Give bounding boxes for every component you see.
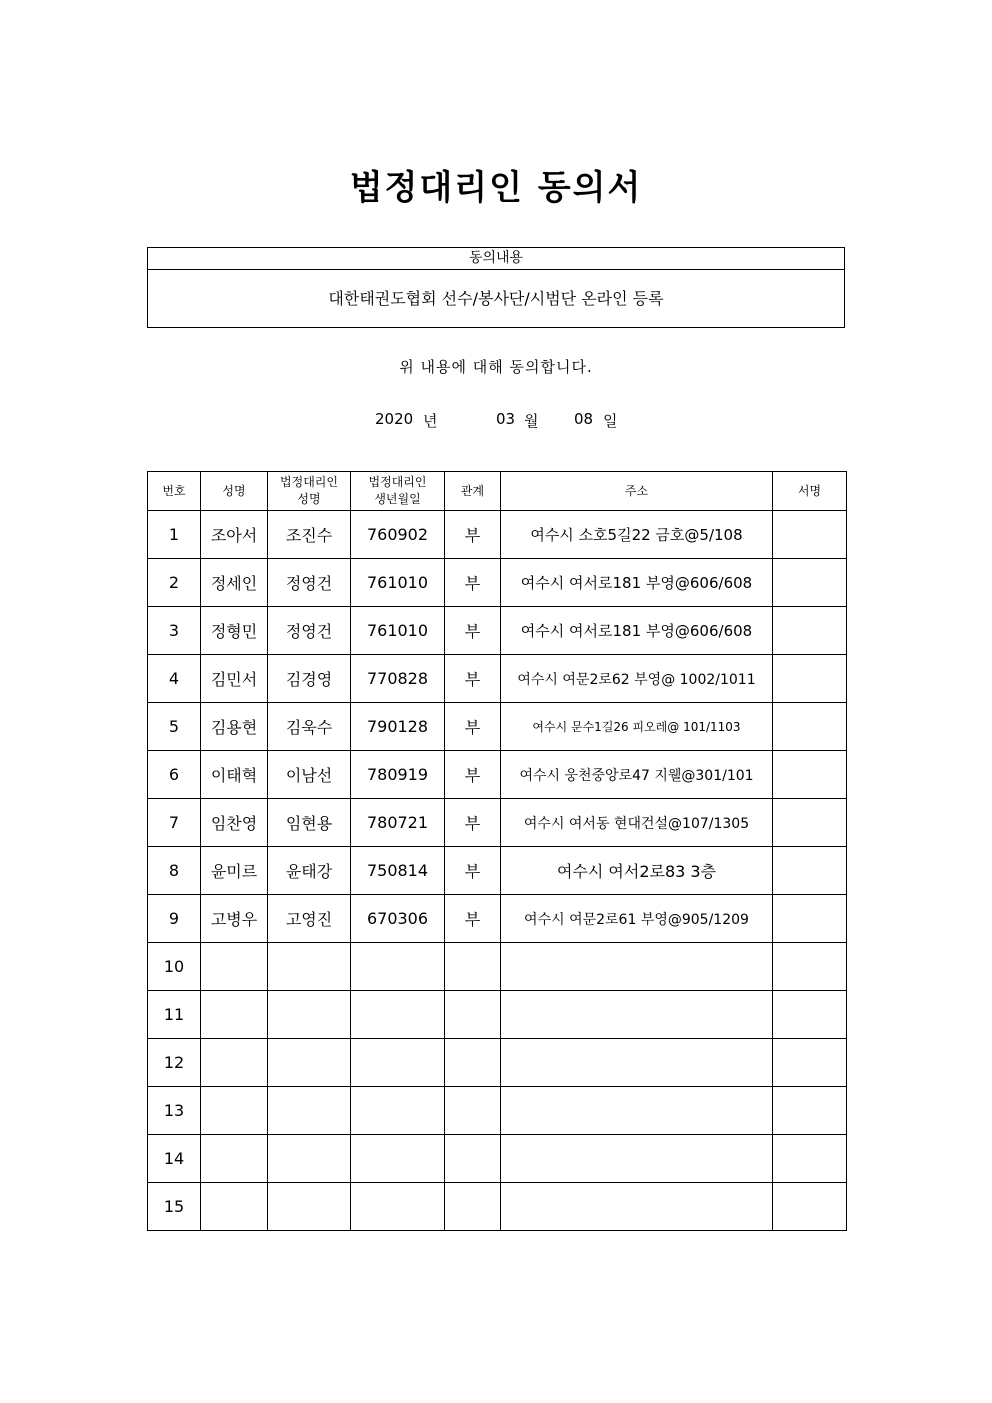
guardian-roster-table	[147, 471, 847, 1231]
header-guardian-birth-line2: 생년월일	[374, 492, 421, 506]
cell-birth	[351, 1039, 445, 1087]
cell-no: 7	[148, 799, 201, 847]
cell-name	[201, 1039, 268, 1087]
cell-signature	[773, 655, 847, 703]
header-guardian-birth-line1: 법정대리인	[368, 475, 427, 489]
table-row	[148, 895, 847, 943]
cell-signature	[773, 943, 847, 991]
cell-guardian: 윤태강	[268, 847, 351, 895]
cell-relation	[445, 1135, 501, 1183]
cell-relation: 부	[445, 655, 501, 703]
cell-birth: 760902	[351, 511, 445, 559]
cell-signature	[773, 1183, 847, 1231]
cell-signature	[773, 1135, 847, 1183]
cell-relation: 부	[445, 607, 501, 655]
cell-name: 정세인	[201, 559, 268, 607]
cell-address: 여수시 여서2로83 3층	[501, 847, 773, 895]
cell-address: 여수시 여문2로62 부영@ 1002/1011	[501, 655, 773, 703]
cell-no: 3	[148, 607, 201, 655]
cell-no: 12	[148, 1039, 201, 1087]
table-row	[148, 1135, 847, 1183]
cell-guardian: 임현용	[268, 799, 351, 847]
cell-address	[501, 943, 773, 991]
cell-birth	[351, 991, 445, 1039]
cell-name: 이태혁	[201, 751, 268, 799]
header-relation: 관계	[445, 472, 501, 511]
cell-birth: 780721	[351, 799, 445, 847]
cell-relation	[445, 1183, 501, 1231]
cell-signature	[773, 703, 847, 751]
cell-no: 8	[148, 847, 201, 895]
cell-birth: 780919	[351, 751, 445, 799]
cell-signature	[773, 991, 847, 1039]
cell-address: 여수시 소호5길22 금호@5/108	[501, 511, 773, 559]
cell-guardian: 이남선	[268, 751, 351, 799]
table-row	[148, 703, 847, 751]
cell-signature	[773, 847, 847, 895]
cell-no: 15	[148, 1183, 201, 1231]
cell-name: 김용현	[201, 703, 268, 751]
cell-relation: 부	[445, 703, 501, 751]
cell-signature	[773, 511, 847, 559]
cell-guardian: 고영진	[268, 895, 351, 943]
table-row	[148, 1039, 847, 1087]
cell-relation	[445, 1039, 501, 1087]
cell-name: 임찬영	[201, 799, 268, 847]
header-name: 성명	[201, 472, 268, 511]
header-no: 번호	[148, 472, 201, 511]
consent-box	[147, 247, 845, 328]
cell-address	[501, 991, 773, 1039]
cell-relation: 부	[445, 511, 501, 559]
cell-no: 11	[148, 991, 201, 1039]
header-signature: 서명	[773, 472, 847, 511]
cell-no: 2	[148, 559, 201, 607]
cell-signature	[773, 559, 847, 607]
cell-signature	[773, 1087, 847, 1135]
cell-birth: 761010	[351, 559, 445, 607]
cell-no: 4	[148, 655, 201, 703]
cell-guardian	[268, 1135, 351, 1183]
cell-guardian	[268, 1087, 351, 1135]
cell-relation: 부	[445, 895, 501, 943]
header-guardian-name	[268, 472, 351, 511]
date-day: 08	[574, 410, 594, 428]
date-year-unit: 년	[423, 412, 438, 430]
cell-address: 여수시 웅천중앙로47 지웰@301/101	[501, 751, 773, 799]
cell-birth: 670306	[351, 895, 445, 943]
cell-address: 여수시 문수1길26 피오레@ 101/1103	[501, 703, 773, 751]
header-guardian-name-line2: 성명	[297, 492, 321, 506]
cell-guardian	[268, 991, 351, 1039]
page-title: 법정대리인 동의서	[349, 168, 643, 208]
cell-name	[201, 991, 268, 1039]
table-row	[148, 511, 847, 559]
cell-relation	[445, 991, 501, 1039]
header-guardian-birth	[351, 472, 445, 511]
cell-relation: 부	[445, 559, 501, 607]
cell-birth: 750814	[351, 847, 445, 895]
table-row	[148, 751, 847, 799]
cell-address	[501, 1039, 773, 1087]
cell-relation	[445, 943, 501, 991]
cell-address	[501, 1135, 773, 1183]
cell-address: 여수시 여서로181 부영@606/608	[501, 607, 773, 655]
cell-guardian: 정영건	[268, 607, 351, 655]
cell-name	[201, 943, 268, 991]
cell-birth	[351, 1135, 445, 1183]
cell-name	[201, 1087, 268, 1135]
table-row	[148, 1183, 847, 1231]
cell-guardian: 조진수	[268, 511, 351, 559]
table-row	[148, 991, 847, 1039]
cell-name	[201, 1183, 268, 1231]
cell-address: 여수시 여서동 현대건설@107/1305	[501, 799, 773, 847]
cell-no: 9	[148, 895, 201, 943]
header-guardian-name-line1: 법정대리인	[280, 475, 338, 489]
agreement-statement: 위 내용에 대해 동의합니다.	[399, 358, 593, 376]
cell-guardian	[268, 1039, 351, 1087]
cell-birth: 761010	[351, 607, 445, 655]
header-address: 주소	[501, 472, 773, 511]
table-row	[148, 799, 847, 847]
cell-relation: 부	[445, 799, 501, 847]
cell-guardian	[268, 1183, 351, 1231]
cell-signature	[773, 1039, 847, 1087]
cell-name: 고병우	[201, 895, 268, 943]
date-month: 03	[496, 410, 516, 428]
cell-name	[201, 1135, 268, 1183]
date-day-unit: 일	[603, 412, 618, 430]
cell-signature	[773, 799, 847, 847]
table-row	[148, 607, 847, 655]
table-row	[148, 847, 847, 895]
cell-no: 13	[148, 1087, 201, 1135]
consent-content: 대한태권도협회 선수/봉사단/시범단 온라인 등록	[328, 289, 664, 308]
cell-guardian	[268, 943, 351, 991]
date-month-unit: 월	[524, 412, 539, 430]
cell-no: 5	[148, 703, 201, 751]
cell-birth	[351, 1087, 445, 1135]
cell-birth: 790128	[351, 703, 445, 751]
table-row	[148, 943, 847, 991]
cell-no: 14	[148, 1135, 201, 1183]
cell-relation: 부	[445, 847, 501, 895]
table-row	[148, 1087, 847, 1135]
cell-birth	[351, 1183, 445, 1231]
cell-address	[501, 1183, 773, 1231]
cell-signature	[773, 895, 847, 943]
cell-signature	[773, 607, 847, 655]
cell-no: 1	[148, 511, 201, 559]
cell-signature	[773, 751, 847, 799]
cell-guardian: 김경영	[268, 655, 351, 703]
cell-name: 조아서	[201, 511, 268, 559]
cell-name: 김민서	[201, 655, 268, 703]
cell-address: 여수시 여서로181 부영@606/608	[501, 559, 773, 607]
cell-no: 6	[148, 751, 201, 799]
table-header-row	[148, 472, 847, 511]
cell-relation	[445, 1087, 501, 1135]
cell-birth: 770828	[351, 655, 445, 703]
cell-birth	[351, 943, 445, 991]
cell-name: 정형민	[201, 607, 268, 655]
date-year: 2020	[375, 410, 414, 428]
table-row	[148, 559, 847, 607]
cell-name: 윤미르	[201, 847, 268, 895]
cell-no: 10	[148, 943, 201, 991]
cell-relation: 부	[445, 751, 501, 799]
cell-guardian: 김욱수	[268, 703, 351, 751]
cell-address: 여수시 여문2로61 부영@905/1209	[501, 895, 773, 943]
table-row	[148, 655, 847, 703]
consent-header: 동의내용	[148, 248, 844, 270]
cell-address	[501, 1087, 773, 1135]
cell-guardian: 정영건	[268, 559, 351, 607]
